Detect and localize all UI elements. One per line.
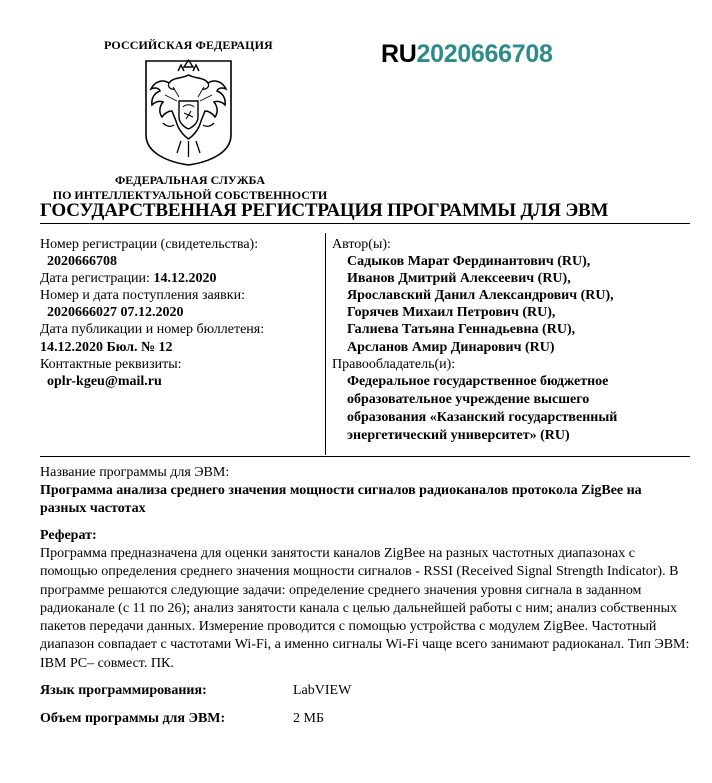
holder-label: Правообладатель(и): bbox=[332, 357, 456, 372]
application-value: 2020666027 07.12.2020 bbox=[47, 305, 184, 320]
holder-line: образования «Казанский государственный bbox=[347, 410, 618, 425]
reg-date-row bbox=[40, 270, 216, 288]
registration-number-header bbox=[381, 40, 553, 69]
contact-email: oplr-kgeu@mail.ru bbox=[47, 374, 162, 389]
russian-coat-of-arms-emblem bbox=[143, 57, 234, 167]
author-item: Горячев Михаил Петрович (RU), bbox=[347, 305, 556, 320]
authors-label: Автор(ы): bbox=[332, 237, 391, 252]
publication-label: Дата публикации и номер бюллетеня: bbox=[40, 322, 265, 337]
size-label: Объем программы для ЭВМ: bbox=[40, 711, 226, 726]
author-item: Галиева Татьяна Геннадьевна (RU), bbox=[347, 322, 576, 337]
holder-line: образовательное учреждение высшего bbox=[347, 392, 590, 407]
application-label: Номер и дата поступления заявки: bbox=[40, 288, 245, 303]
publication-value: 14.12.2020 Бюл. № 12 bbox=[40, 340, 173, 355]
language-label: Язык программирования: bbox=[40, 683, 207, 698]
author-item: Арсланов Амир Динарович (RU) bbox=[347, 340, 555, 355]
author-item: Иванов Дмитрий Алексеевич (RU), bbox=[347, 271, 571, 286]
divider-vertical bbox=[325, 233, 326, 455]
holder-line: энергетический университет» (RU) bbox=[347, 428, 570, 443]
registration-prefix: RU bbox=[381, 40, 417, 68]
reg-number-value: 2020666708 bbox=[47, 254, 117, 269]
document-title: ГОСУДАРСТВЕННАЯ РЕГИСТРАЦИЯ ПРОГРАММЫ ДЛЯ ЭВМ bbox=[40, 200, 609, 221]
registration-number: 2020666708 bbox=[416, 40, 553, 68]
agency-line-2: ПО ИНТЕЛЛЕКТУАЛЬНОЙ СОБСТВЕННОСТИ bbox=[52, 188, 328, 202]
language-value: LabVIEW bbox=[293, 683, 352, 698]
abstract-text: Программа предназначена для оценки занятости каналов ZigBee на разных частотных диапазонах с помощью определения среднего значения мощности сигналов - RSSI (Received Signal Strength Indicator). В программе решаются следующие задачи: определение среднего значения уровня сигнала в заданном радиоканале (с 11 по 26); анализ занятости канала с целью дальнейшей работы с ним; анализ собственных пакетов передачи данных. Измерение проводится с помощью устройства с модулем ZigBee. Частотный диапазон совпадает с частотами Wi-Fi, а именно сигналы Wi-Fi чаще всего занимают радиоканал. Тип ЭВМ: IBM PC– совмест. ПК. bbox=[40, 546, 690, 671]
reg-number-label: Номер регистрации (свидетельства): bbox=[40, 237, 259, 252]
program-name-label: Название программы для ЭВМ: bbox=[40, 465, 230, 480]
reg-date-value: 14.12.2020 bbox=[153, 271, 217, 286]
size-value: 2 МБ bbox=[293, 711, 324, 726]
author-item: Ярославский Данил Александрович (RU), bbox=[347, 288, 614, 303]
reg-date-label: Дата регистрации: bbox=[40, 271, 150, 286]
agency-name bbox=[40, 173, 340, 203]
contact-label: Контактные реквизиты: bbox=[40, 357, 182, 372]
program-name: Программа анализа среднего значения мощности сигналов радиоканалов протокола ZigBee на разных частотах bbox=[40, 483, 642, 516]
country-name: РОССИЙСКАЯ ФЕДЕРАЦИЯ bbox=[104, 38, 273, 52]
divider-middle bbox=[40, 456, 690, 457]
holder-line: Федеральное государственное бюджетное bbox=[347, 374, 609, 389]
abstract-label: Реферат: bbox=[40, 528, 97, 543]
author-item: Садыков Марат Фердинантович (RU), bbox=[347, 254, 591, 269]
divider-top bbox=[40, 223, 690, 224]
agency-line-1: ФЕДЕРАЛЬНАЯ СЛУЖБА bbox=[115, 173, 265, 187]
